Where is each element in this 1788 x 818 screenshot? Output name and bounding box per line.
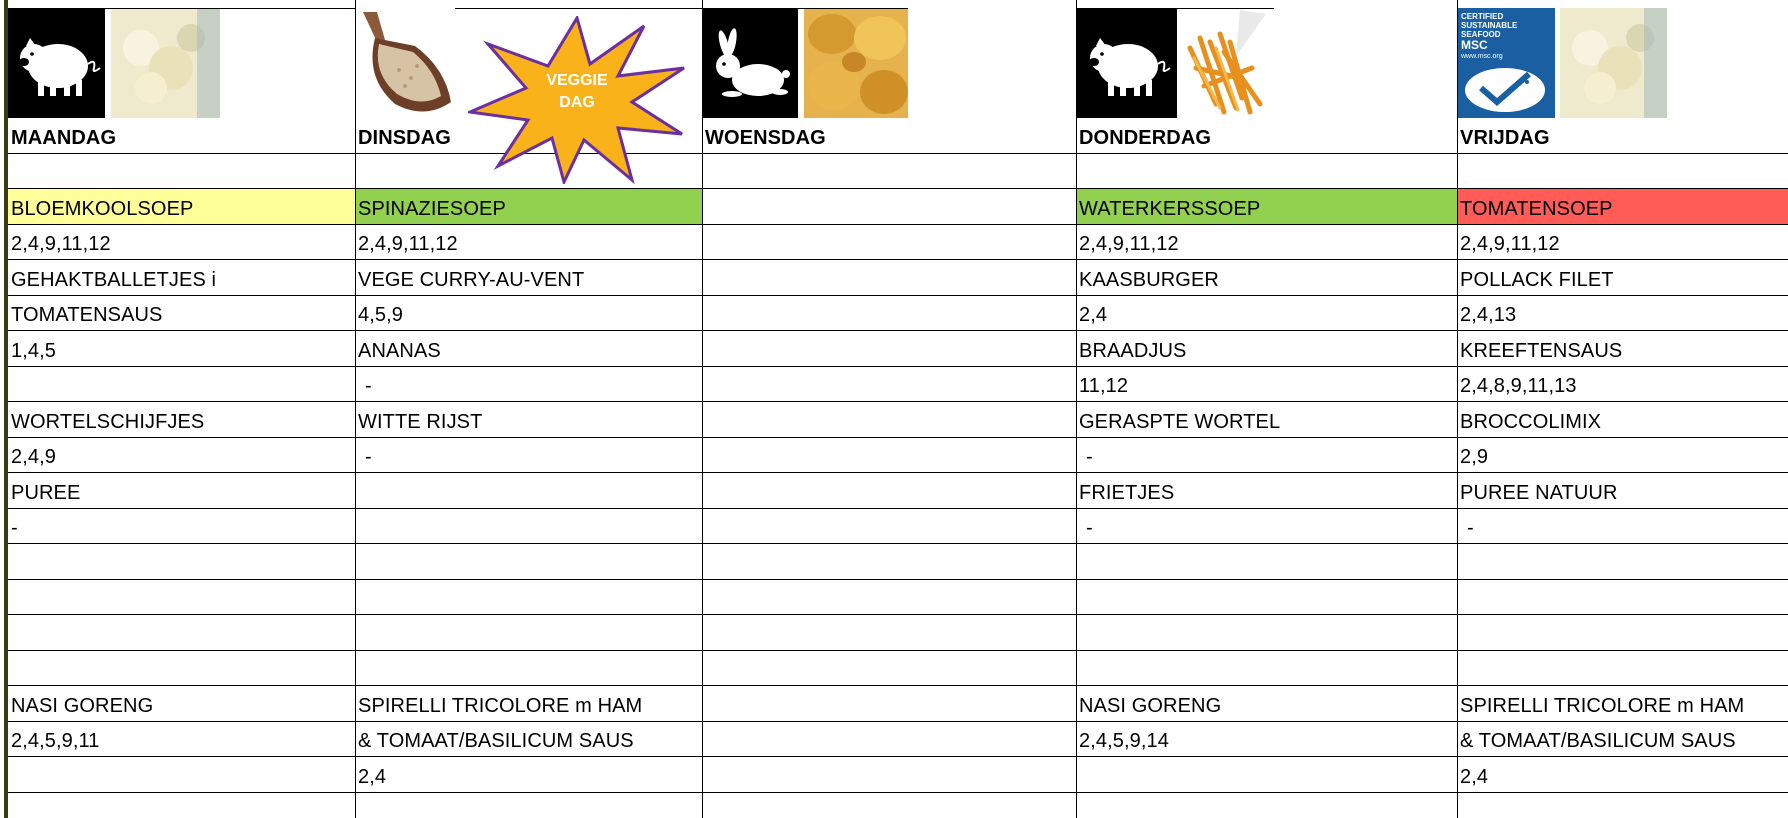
menu-cell: NASI GORENG	[1079, 695, 1222, 717]
day-heading-row	[1076, 118, 1457, 154]
soup-row-donderdag	[1076, 189, 1457, 225]
menu-cell: WITTE RIJST	[358, 411, 483, 433]
menu-cell: PUREE NATUUR	[1460, 482, 1618, 504]
menu-cell: 11,12	[1079, 375, 1129, 397]
header-images-donderdag	[1076, 0, 1457, 118]
menu-cell: 1,4,5	[11, 340, 56, 362]
column-divider	[702, 0, 703, 818]
menu-cell: -	[11, 517, 18, 539]
veggie-dag-label	[468, 70, 686, 114]
rabbit-icon	[702, 8, 798, 118]
header-topline	[702, 8, 908, 9]
day-label-maandag: MAANDAG	[11, 127, 117, 149]
column-woensdag	[702, 0, 1076, 818]
menu-cell: SPIRELLI TRICOLORE m HAM	[358, 695, 643, 717]
menu-cell: -	[1086, 446, 1093, 468]
menu-cell: POLLACK FILET	[1460, 269, 1614, 291]
fries-photo	[1180, 8, 1274, 118]
menu-cell: VEGE CURRY-AU-VENT	[358, 269, 585, 291]
menu-cell: ANANAS	[358, 340, 441, 362]
menu-cell: & TOMAAT/BASILICUM SAUS	[1460, 730, 1736, 752]
veggie-label-line2: DAG	[559, 94, 595, 111]
menu-cell: TOMATENSAUS	[11, 304, 163, 326]
column-divider	[1076, 0, 1077, 818]
soup-label: TOMATENSOEP	[1460, 198, 1613, 220]
pig-icon	[8, 8, 105, 118]
sheet-left-edge	[0, 0, 8, 818]
header-topline	[8, 8, 355, 9]
menu-cell: FRIETJES	[1079, 482, 1175, 504]
croquettes-photo	[804, 8, 908, 118]
header-images-vrijdag	[1457, 0, 1788, 118]
menu-cell: -	[1086, 517, 1093, 539]
veggie-label-line1: VEGGIE	[546, 72, 608, 89]
msc-text-url: www.msc.org	[1461, 53, 1503, 60]
day-heading-row	[702, 118, 1076, 154]
blank-row	[1457, 154, 1788, 189]
soup-row-woensdag	[702, 189, 1076, 225]
day-label-dinsdag: DINSDAG	[358, 127, 451, 149]
msc-text-sustainable: SUSTAINABLE	[1461, 21, 1518, 30]
msc-text-msc: MSC	[1461, 38, 1488, 52]
msc-logo	[1457, 8, 1555, 118]
soup-label: BLOEMKOOLSOEP	[11, 198, 194, 220]
menu-cell: 2,4,9,11,12	[1460, 233, 1560, 255]
soup-row-maandag	[8, 189, 355, 225]
menu-cell: BROCCOLIMIX	[1460, 411, 1602, 433]
menu-cell: -	[1467, 517, 1474, 539]
day-label-vrijdag: VRIJDAG	[1460, 127, 1550, 149]
mashed-potato-photo	[111, 8, 220, 118]
column-vrijdag	[1457, 0, 1788, 818]
rice-scoop-photo	[355, 8, 455, 118]
blank-row	[8, 154, 355, 189]
day-heading-row	[1457, 118, 1788, 154]
blank-row	[1076, 154, 1457, 189]
menu-cell: -	[365, 446, 372, 468]
menu-cell: 2,4	[358, 766, 387, 788]
menu-cell: KREEFTENSAUS	[1460, 340, 1623, 362]
menu-cell: 2,4	[1460, 766, 1489, 788]
menu-cell: 4,5,9	[358, 304, 403, 326]
menu-cell: BRAADJUS	[1079, 340, 1187, 362]
menu-cell: 2,4,5,9,14	[1079, 730, 1169, 752]
msc-text-certified: CERTIFIED	[1461, 12, 1504, 21]
menu-cell: WORTELSCHIJFJES	[11, 411, 205, 433]
mashed-potato-photo	[1560, 8, 1667, 118]
menu-cell: 2,4,13	[1460, 304, 1517, 326]
day-heading-row	[8, 118, 355, 154]
header-images-woensdag	[702, 0, 1076, 118]
menu-cell: GERASPTE WORTEL	[1079, 411, 1281, 433]
menu-cell: 2,4,9,11,12	[11, 233, 111, 255]
column-donderdag	[1076, 0, 1457, 818]
header-topline	[1076, 8, 1274, 9]
menu-cell: GEHAKTBALLETJES i	[11, 269, 217, 291]
soup-row-vrijdag	[1457, 189, 1788, 225]
menu-cell: 2,4,9,11,12	[358, 233, 458, 255]
soup-label: WATERKERSSOEP	[1079, 198, 1261, 220]
menu-cell: 2,4,9	[11, 446, 56, 468]
column-divider	[1457, 0, 1458, 818]
menu-cell: SPIRELLI TRICOLORE m HAM	[1460, 695, 1745, 717]
menu-cell: 2,4	[1079, 304, 1108, 326]
pig-icon	[1076, 8, 1177, 118]
menu-cell: PUREE	[11, 482, 81, 504]
column-maandag	[8, 0, 355, 818]
menu-cell: KAASBURGER	[1079, 269, 1219, 291]
soup-label: SPINAZIESOEP	[358, 198, 506, 220]
menu-cell: 2,4,5,9,11	[11, 730, 100, 752]
soup-row-dinsdag	[355, 189, 702, 225]
msc-text-seafood: SEAFOOD	[1461, 30, 1501, 39]
blank-row	[702, 154, 1076, 189]
column-divider	[355, 0, 356, 818]
menu-cell: -	[365, 375, 372, 397]
menu-cell: 2,4,9,11,12	[1079, 233, 1179, 255]
menu-cell: 2,4,8,9,11,13	[1460, 375, 1577, 397]
header-images-maandag	[8, 0, 355, 118]
menu-cell: & TOMAAT/BASILICUM SAUS	[358, 730, 634, 752]
menu-cell: NASI GORENG	[11, 695, 154, 717]
header-topline	[455, 8, 702, 9]
menu-cell: 2,9	[1460, 446, 1489, 468]
day-label-donderdag: DONDERDAG	[1079, 127, 1212, 149]
day-label-woensdag: WOENSDAG	[705, 127, 826, 149]
